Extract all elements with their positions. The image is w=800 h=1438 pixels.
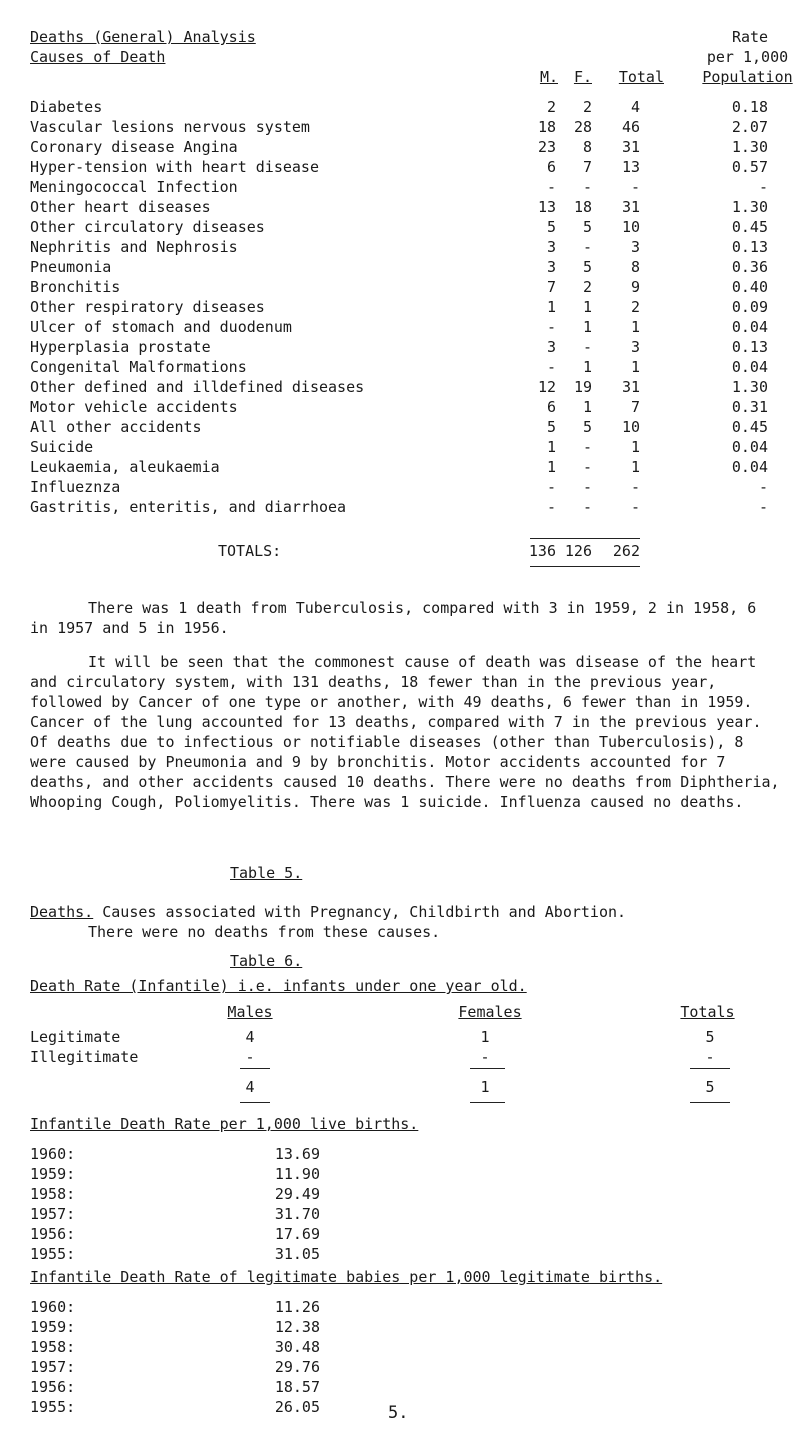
cause-f: - [582,238,592,256]
rate-year: 1959: [30,1165,76,1183]
rate-value: 26.05 [274,1398,320,1416]
rate-year: 1956: [30,1225,76,1243]
table6-rule-m [240,1068,270,1069]
table6-rule-t [690,1068,730,1069]
rate-value: 29.76 [274,1358,320,1376]
cause-f: - [582,178,592,196]
cause-f: - [582,438,592,456]
rate-row [0,1225,800,1245]
cause-m: 1 [546,438,556,456]
table-row [0,498,800,518]
table-row [0,158,800,178]
table5-text: There were no deaths from these causes. [88,923,441,941]
cause-m: 6 [546,398,556,416]
cause-label: Bronchitis [30,278,121,296]
cause-f: - [582,338,592,356]
table-row [0,178,800,198]
table6-sum-females: 1 [480,1078,490,1096]
cause-total: - [630,178,640,196]
cause-label: Other heart diseases [30,198,211,216]
cause-f: - [582,478,592,496]
cause-m: 13 [537,198,556,216]
rate-value: 31.05 [274,1245,320,1263]
cause-rate: 0.09 [731,298,768,316]
cause-rate: 0.18 [731,98,768,116]
table-row [0,378,800,398]
cause-rate: - [758,498,768,516]
totals-total: 262 [612,542,640,560]
cause-total: 3 [630,238,640,256]
table6-row-totals: 5 [705,1028,715,1046]
table-row [0,438,800,458]
rate-value: 31.70 [274,1205,320,1223]
rate-value: 12.38 [274,1318,320,1336]
cause-total: 4 [630,98,640,116]
col-rate-line2: per 1,000 [706,48,789,66]
totals-row [0,542,800,562]
totals-rule-top [530,538,640,539]
table6-row [0,1028,800,1048]
cause-rate: 0.04 [731,438,768,456]
cause-m: 1 [546,298,556,316]
totals-f: 126 [564,542,592,560]
rate-value: 13.69 [274,1145,320,1163]
table-row [0,318,800,338]
cause-f: 1 [582,298,592,316]
table-row [0,358,800,378]
cause-total: 1 [630,318,640,336]
rate-year: 1959: [30,1318,76,1336]
col-rate-line3: Population [702,68,793,86]
cause-label: Other circulatory diseases [30,218,265,236]
cause-f: 19 [573,378,592,396]
table-row [0,198,800,218]
cause-label: All other accidents [30,418,202,436]
table-row [0,258,800,278]
cause-total: 2 [630,298,640,316]
table-row [0,298,800,318]
table-row [0,478,800,498]
rate-row [0,1298,800,1318]
cause-f: 1 [582,398,592,416]
table6-rule-f [470,1068,505,1069]
rate-row [0,1185,800,1205]
col-m-header: M. [539,68,558,86]
cause-rate: 1.30 [731,378,768,396]
infant-rate-heading: Infantile Death Rate per 1,000 live births. [30,1115,419,1133]
cause-rate: 0.45 [731,418,768,436]
cause-total: 1 [630,458,640,476]
rate-value: 30.48 [274,1338,320,1356]
cause-total: 1 [630,438,640,456]
rate-value: 11.26 [274,1298,320,1316]
cause-f: 28 [573,118,592,136]
cause-rate: 0.36 [731,258,768,276]
table6-heading: Death Rate (Infantile) i.e. infants under one year old. [30,977,527,995]
table-row [0,418,800,438]
table6-row-males: - [245,1048,255,1066]
cause-m: - [546,318,556,336]
cause-total: 46 [621,118,640,136]
table6-row-label: Illegitimate [30,1048,139,1066]
table-row [0,398,800,418]
table6-rule-f2 [470,1102,505,1103]
cause-m: 23 [537,138,556,156]
rate-year: 1957: [30,1358,76,1376]
cause-f: 5 [582,218,592,236]
cause-total: 1 [630,358,640,376]
rate-year: 1955: [30,1398,76,1416]
table6-sum-males: 4 [245,1078,255,1096]
table6-label: Table 6. [230,952,303,970]
table5-heading-rest: Causes associated with Pregnancy, Childbirth and Abortion. [93,903,627,921]
cause-f: 1 [582,318,592,336]
cause-label: Motor vehicle accidents [30,398,238,416]
paragraph-causes-summary: It will be seen that the commonest cause of death was disease of the heart and circulatory system, with 131 deaths, 18 fewer than in the previous year, followed by Cancer of one type or another, with 49 deaths, 6 fewer than in 1959. Cancer of the lung accounted for 13 deaths, compared with 7 in the previous year. Of deaths due to infectious or notifiable diseases (other than Tuberculosis), 8 were caused by Pneumonia and 9 by bronchitis. Motor accidents accounted for 7 deaths, and other accidents caused 10 deaths. There were no deaths from Diphtheria, Whooping Cough, Poliomyelitis. There was 1 suicide. Influenza caused no deaths. [30,653,780,811]
cause-label: Leukaemia, aleukaemia [30,458,220,476]
cause-total: 3 [630,338,640,356]
table-row [0,118,800,138]
cause-m: - [546,358,556,376]
table6-rule-m2 [240,1102,270,1103]
cause-f: - [582,498,592,516]
table-row [0,458,800,478]
table6-row-label: Legitimate [30,1028,121,1046]
table6-row-males: 4 [245,1028,255,1046]
cause-m: - [546,498,556,516]
rate-row [0,1145,800,1165]
cause-m: 18 [537,118,556,136]
table-row [0,138,800,158]
page-number: 5. [388,1403,409,1423]
cause-m: 7 [546,278,556,296]
cause-label: Other defined and illdefined diseases [30,378,365,396]
cause-m: - [546,178,556,196]
cause-m: 1 [546,458,556,476]
table6-col-females: Females [458,1003,522,1021]
cause-m: 3 [546,258,556,276]
rate-row [0,1205,800,1225]
table6-col-males: Males [227,1003,273,1021]
paragraph-tuberculosis: There was 1 death from Tuberculosis, compared with 3 in 1959, 2 in 1958, 6 in 1957 and 5 in 1956. [30,599,757,637]
rate-row [0,1358,800,1378]
table5-label: Table 5. [230,864,303,882]
rate-value: 29.49 [274,1185,320,1203]
cause-label: Pneumonia [30,258,112,276]
cause-rate: 0.40 [731,278,768,296]
cause-m: 2 [546,98,556,116]
cause-total: - [630,498,640,516]
cause-total: 31 [621,138,640,156]
cause-rate: - [758,478,768,496]
totals-label: TOTALS: [218,542,282,560]
table6-row-females: 1 [480,1028,490,1046]
cause-m: 6 [546,158,556,176]
rate-row [0,1318,800,1338]
cause-label: Meningococcal Infection [30,178,238,196]
rate-year: 1960: [30,1298,76,1316]
cause-f: 2 [582,278,592,296]
cause-rate: 0.04 [731,458,768,476]
cause-m: - [546,478,556,496]
table6-sum-totals: 5 [705,1078,715,1096]
cause-label: Vascular lesions nervous system [30,118,310,136]
cause-f: - [582,458,592,476]
cause-label: Influeznza [30,478,121,496]
cause-label: Gastritis, enteritis, and diarrhoea [30,498,347,516]
table6-row-females: - [480,1048,490,1066]
table6-row [0,1048,800,1068]
cause-m: 3 [546,238,556,256]
cause-m: 5 [546,418,556,436]
cause-label: Diabetes [30,98,103,116]
cause-f: 2 [582,98,592,116]
rate-row [0,1245,800,1265]
rate-year: 1958: [30,1338,76,1356]
cause-label: Ulcer of stomach and duodenum [30,318,292,336]
cause-f: 1 [582,358,592,376]
cause-label: Hyperplasia prostate [30,338,211,356]
rate-year: 1956: [30,1378,76,1396]
cause-f: 7 [582,158,592,176]
cause-rate: 0.04 [731,358,768,376]
cause-rate: 0.13 [731,238,768,256]
cause-f: 5 [582,418,592,436]
legit-rate-heading: Infantile Death Rate of legitimate babies per 1,000 legitimate births. [30,1268,663,1286]
rate-row [0,1165,800,1185]
cause-f: 18 [573,198,592,216]
cause-total: 8 [630,258,640,276]
table5-heading [30,903,626,921]
rate-value: 18.57 [274,1378,320,1396]
cause-rate: 0.04 [731,318,768,336]
cause-rate: 0.57 [731,158,768,176]
rate-year: 1955: [30,1245,76,1263]
cause-label: Hyper-tension with heart disease [30,158,319,176]
cause-rate: 1.30 [731,198,768,216]
section-title: Deaths (General) Analysis [30,28,256,46]
cause-rate: - [758,178,768,196]
cause-rate: 0.45 [731,218,768,236]
table-row [0,98,800,118]
table6-sum-row [0,1078,800,1098]
table6-col-totals: Totals [680,1003,735,1021]
section-subtitle: Causes of Death [30,48,166,66]
rate-year: 1960: [30,1145,76,1163]
rate-year: 1958: [30,1185,76,1203]
table-row [0,238,800,258]
table-row [0,218,800,238]
cause-rate: 0.13 [731,338,768,356]
cause-total: 9 [630,278,640,296]
cause-total: 31 [621,198,640,216]
cause-f: 5 [582,258,592,276]
cause-label: Congenital Malformations [30,358,247,376]
cause-total: 10 [621,418,640,436]
col-f-header: F. [573,68,592,86]
cause-total: 13 [621,158,640,176]
rate-value: 11.90 [274,1165,320,1183]
table-row [0,338,800,358]
cause-m: 3 [546,338,556,356]
cause-rate: 2.07 [731,118,768,136]
table6-rule-t2 [690,1102,730,1103]
rate-year: 1957: [30,1205,76,1223]
cause-label: Suicide [30,438,94,456]
cause-f: 8 [582,138,592,156]
rate-row [0,1338,800,1358]
cause-label: Coronary disease Angina [30,138,238,156]
rate-value: 17.69 [274,1225,320,1243]
cause-total: 10 [621,218,640,236]
cause-rate: 0.31 [731,398,768,416]
cause-label: Other respiratory diseases [30,298,265,316]
cause-rate: 1.30 [731,138,768,156]
cause-m: 5 [546,218,556,236]
cause-label: Nephritis and Nephrosis [30,238,238,256]
col-total-header: Total [618,68,664,86]
col-rate-line1: Rate [731,28,769,46]
table-row [0,278,800,298]
cause-m: 12 [537,378,556,396]
totals-m: 136 [528,542,556,560]
cause-total: 7 [630,398,640,416]
cause-total: - [630,478,640,496]
totals-rule-bottom [530,566,640,567]
table5-heading-word: Deaths. [30,903,94,921]
cause-total: 31 [621,378,640,396]
rate-row [0,1378,800,1398]
table6-row-totals: - [705,1048,715,1066]
